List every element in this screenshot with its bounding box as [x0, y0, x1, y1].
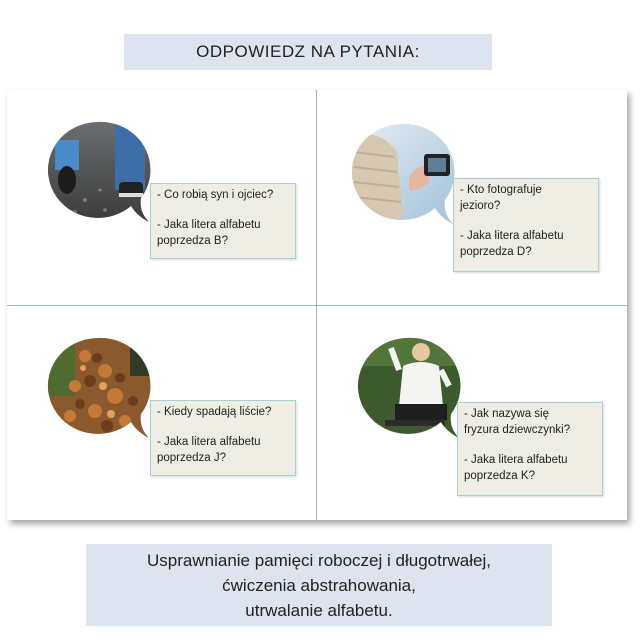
question-1a: - Co robią syn i ojciec? [157, 189, 274, 201]
page-title: ODPOWIEDZ NA PYTANIA: [196, 42, 420, 61]
question-box-3 [150, 400, 296, 476]
question-card-4 [317, 306, 626, 521]
footer-banner [86, 544, 552, 626]
footer-line-3: utrwalanie alfabetu. [245, 600, 393, 620]
question-card-2 [317, 90, 626, 305]
question-4a-line1: - Jak nazywa się [464, 408, 550, 420]
footer-line-2: ćwiczenia abstrahowania, [222, 575, 416, 595]
question-grid [7, 90, 627, 520]
question-2b-line2: poprzedza D? [460, 246, 532, 258]
question-4b-line1: - Jaka litera alfabetu [464, 454, 568, 466]
question-4b-line2: poprzedza K? [464, 470, 535, 482]
photo-phone-camera [349, 122, 459, 227]
footer-line-1: Usprawnianie pamięci roboczej i długotrwałej, [147, 550, 491, 570]
question-3b-line2: poprzedza J? [157, 452, 227, 464]
question-card-3 [7, 306, 316, 521]
photo-feet-walking [45, 120, 155, 225]
question-2a-line2: jezioro? [460, 200, 501, 212]
question-1b-line2: poprzedza B? [157, 235, 228, 247]
photo-girl-on-swing [355, 336, 465, 441]
question-box-2 [453, 178, 599, 272]
question-2b-line1: - Jaka litera alfabetu [460, 230, 564, 242]
photo-autumn-leaves [45, 336, 155, 441]
question-3a: - Kiedy spadają liście? [157, 406, 272, 418]
question-4a-line2: fryzura dziewczynki? [464, 424, 571, 436]
title-banner [124, 34, 492, 70]
question-2a-line1: - Kto fotografuje [460, 184, 542, 196]
question-card-1 [7, 90, 316, 305]
question-1b-line1: - Jaka litera alfabetu [157, 219, 261, 231]
question-box-1 [150, 183, 296, 259]
question-3b-line1: - Jaka litera alfabetu [157, 436, 261, 448]
question-box-4 [457, 402, 603, 496]
